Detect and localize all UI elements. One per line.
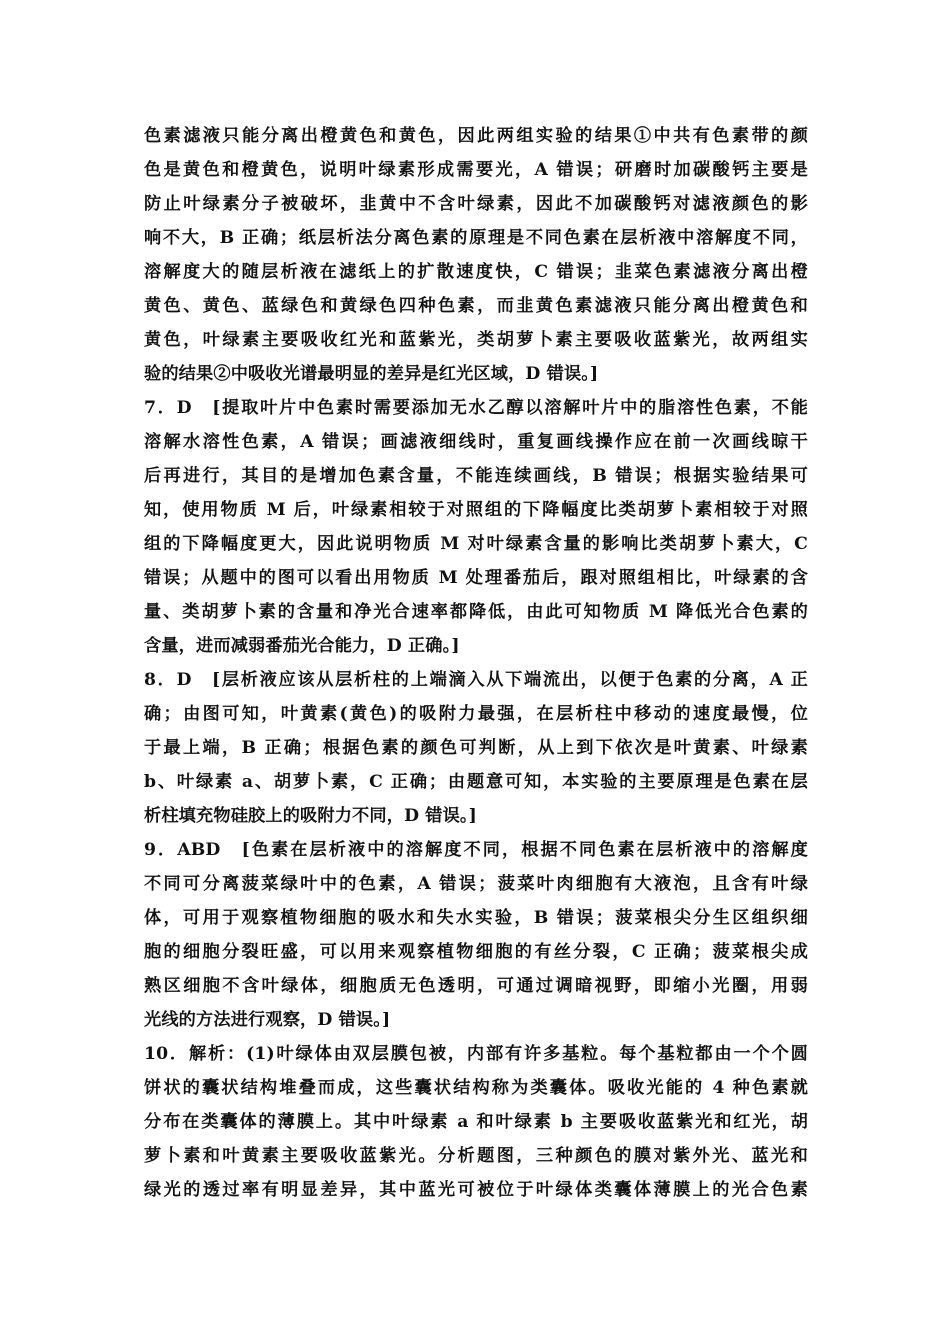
text-line: 萝卜素和叶黄素主要吸收蓝紫光。分析题图，三种颜色的膜对紫外光、蓝光和 [144,1146,808,1166]
text-line: 熟区细胞不含叶绿体，细胞质无色透明，可通过调暗视野，即缩小光圈，用弱 [144,976,808,996]
text-line: 确；由图可知，叶黄素(黄色)的吸附力最强，在层析柱中移动的速度最慢，位 [144,704,808,724]
text-line: 光线的方法进行观察，D 错误。] [144,1010,391,1030]
text-line: 体，可用于观察植物细胞的吸水和失水实验，B 错误；菠菜根尖分生区组织细 [144,908,808,928]
text-line: b、叶绿素 a、胡萝卜素，C 正确；由题意可知，本实验的主要原理是色素在层 [144,772,808,792]
text-line: 不同可分离菠菜绿叶中的色素，A 错误；菠菜叶肉细胞有大液泡，且含有叶绿 [144,874,808,894]
text-line: 验的结果②中吸收光谱最明显的差异是红光区域，D 错误。] [144,364,599,384]
answer-7-paragraph [144,391,808,663]
text-line: 黄色、黄色、蓝绿色和黄绿色四种色素，而韭黄色素滤液只能分离出橙黄色和 [144,296,808,316]
answer-8-paragraph [144,663,808,833]
text-line: 色是黄色和橙黄色，说明叶绿素形成需要光，A 错误；研磨时加碳酸钙主要是 [144,160,808,180]
text-line: 胞的细胞分裂旺盛，可以用来观察植物细胞的有丝分裂，C 正确；菠菜根尖成 [144,942,808,962]
document-page [144,119,808,1207]
text-line: 饼状的囊状结构堆叠而成，这些囊状结构称为类囊体。吸收光能的 4 种色素就 [144,1078,808,1098]
text-line: 知，使用物质 M 后，叶绿素相较于对照组的下降幅度比类胡萝卜素相较于对照 [144,500,808,520]
text-line: 溶解水溶性色素，A 错误；画滤液细线时，重复画线操作应在前一次画线晾干 [144,432,808,452]
answer-6-continued-paragraph [144,119,808,391]
text-line: 7．D [提取叶片中色素时需要添加无水乙醇以溶解叶片中的脂溶性色素，不能 [144,398,808,418]
text-line: 于最上端，B 正确；根据色素的颜色可判断，从上到下依次是叶黄素、叶绿素 [144,738,808,758]
text-line: 析柱填充物硅胶上的吸附力不同，D 错误。] [144,806,477,826]
text-line: 分布在类囊体的薄膜上。其中叶绿素 a 和叶绿素 b 主要吸收蓝紫光和红光，胡 [144,1112,808,1132]
text-line: 9．ABD [色素在层析液中的溶解度不同，根据不同色素在层析液中的溶解度 [144,840,808,860]
text-line: 含量，进而减弱番茄光合能力，D 正确。] [144,636,460,656]
text-line: 后再进行，其目的是增加色素含量，不能连续画线，B 错误；根据实验结果可 [144,466,808,486]
text-line: 10．解析：(1)叶绿体由双层膜包被，内部有许多基粒。每个基粒都由一个个圆 [144,1044,808,1064]
text-line: 溶解度大的随层析液在滤纸上的扩散速度快，C 错误；韭菜色素滤液分离出橙 [144,262,808,282]
text-line: 8．D [层析液应该从层析柱的上端滴入从下端流出，以便于色素的分离，A 正 [144,670,808,690]
text-line: 防止叶绿素分子被破坏，韭黄中不含叶绿素，因此不加碳酸钙对滤液颜色的影 [144,194,808,214]
text-line: 黄色，叶绿素主要吸收红光和蓝紫光，类胡萝卜素主要吸收蓝紫光，故两组实 [144,330,808,350]
text-line: 绿光的透过率有明显差异，其中蓝光可被位于叶绿体类囊体薄膜上的光合色素 [144,1180,808,1200]
text-line: 组的下降幅度更大，因此说明物质 M 对叶绿素含量的影响比类胡萝卜素大，C [144,534,808,554]
answer-9-paragraph [144,833,808,1037]
text-line: 响不大，B 正确；纸层析法分离色素的原理是不同色素在层析液中溶解度不同， [144,228,808,248]
text-line: 错误；从题中的图可以看出用物质 M 处理番茄后，跟对照组相比，叶绿素的含 [144,568,808,588]
text-line: 量、类胡萝卜素的含量和净光合速率都降低，由此可知物质 M 降低光合色素的 [144,602,808,622]
answer-10-paragraph [144,1037,808,1207]
text-line: 色素滤液只能分离出橙黄色和黄色，因此两组实验的结果①中共有色素带的颜 [144,126,808,146]
